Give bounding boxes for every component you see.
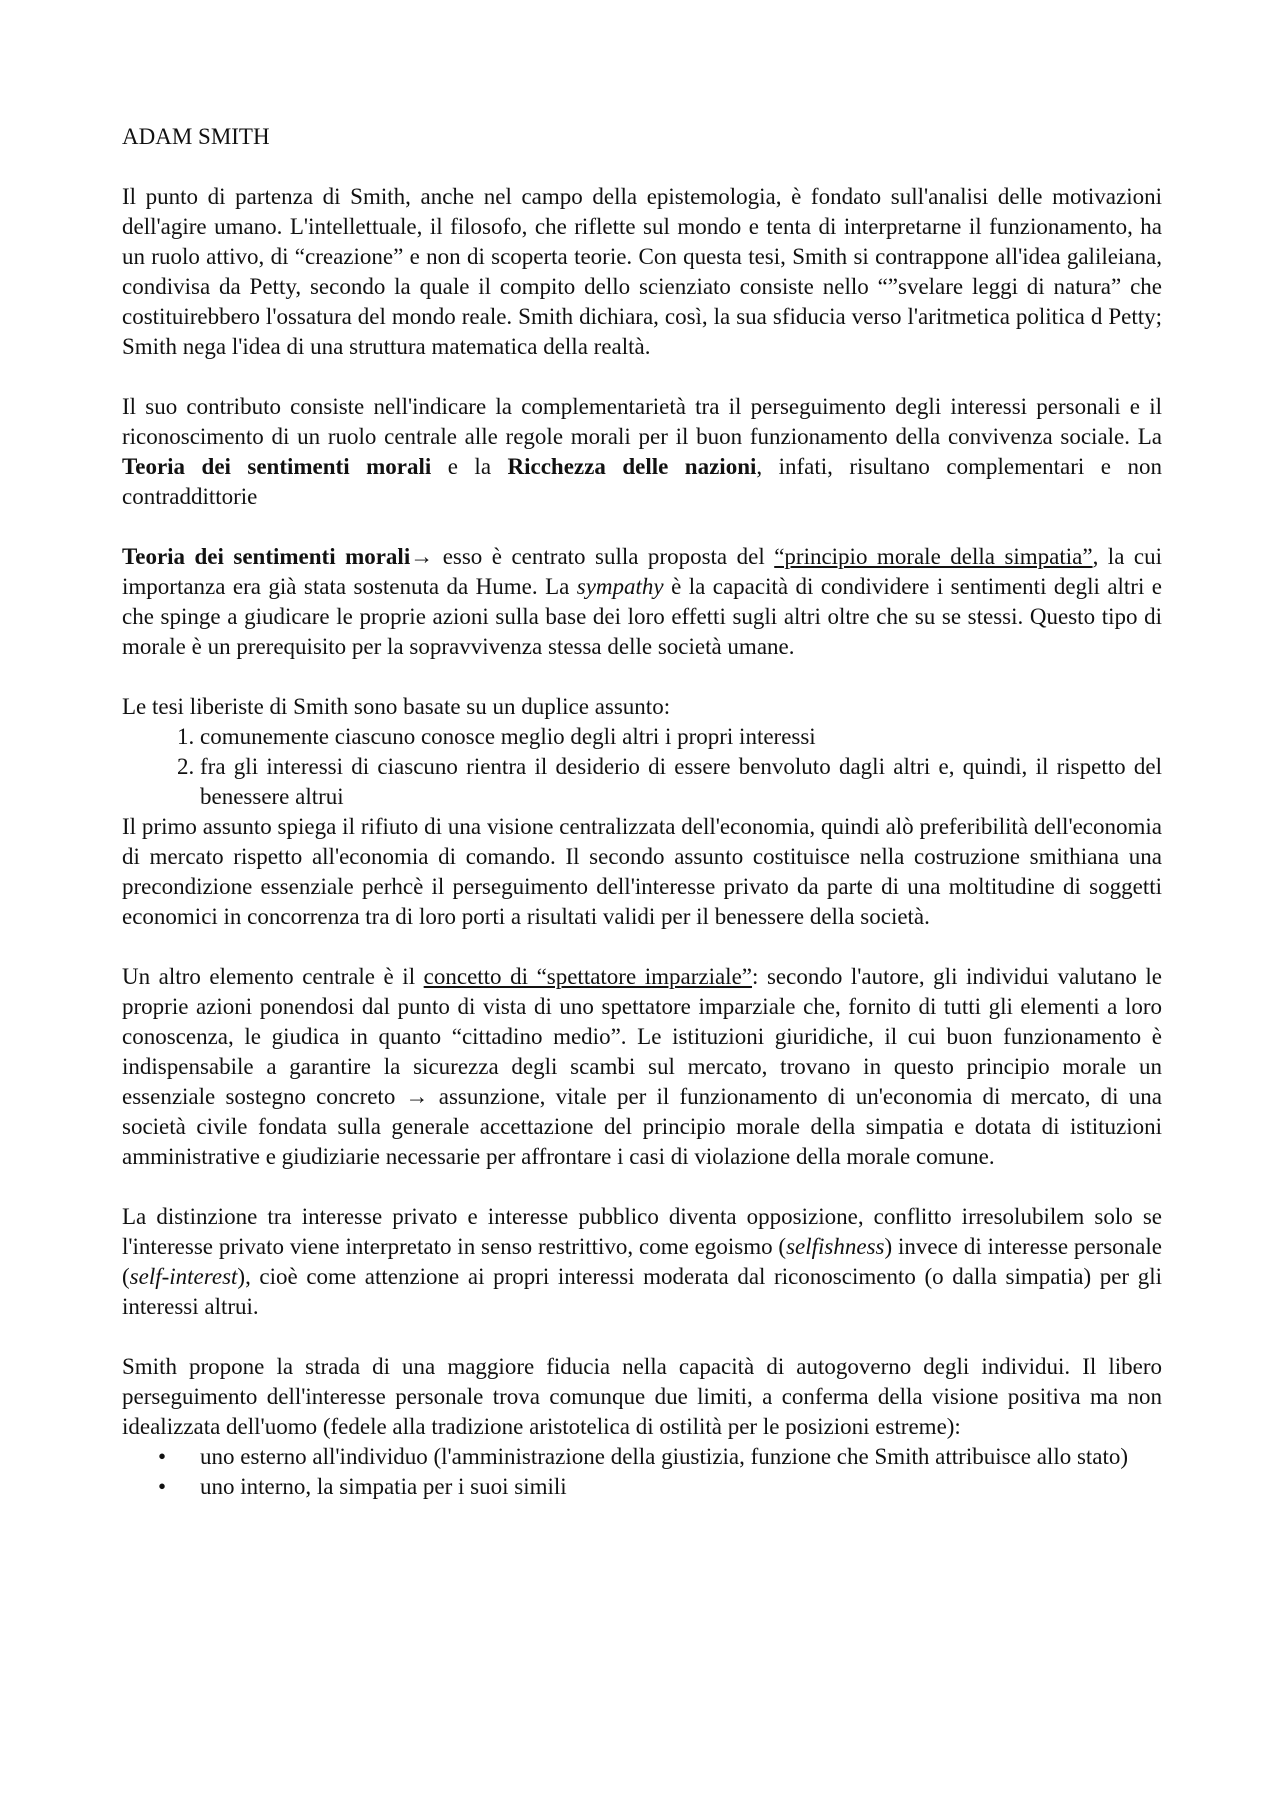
paragraph-spettatore-imparziale (122, 962, 1162, 1172)
bold-heading-teoria: Teoria dei sentimenti morali (122, 544, 411, 569)
text-span: e la (431, 454, 508, 479)
paragraph-interesse-privato (122, 1202, 1162, 1322)
paragraph-teoria-sentimenti (122, 542, 1162, 662)
text-span: La distinzione tra interesse privato e interesse pubblico diventa opposizione, conflitto irresolubilem solo se l'interesse privato viene interpretato in senso restrittivo, come egoismo ( (122, 1204, 1162, 1259)
paragraph-epistemologia: Il punto di partenza di Smith, anche nel campo della epistemologia, è fondato sull'analisi delle motivazioni dell'agire umano. L'intellettuale, il filosofo, che riflette sul mondo e tenta di interpretarne il funzionamento, ha un ruolo attivo, di “creazione” e non di scoperta teorie. Con questa tesi, Smith si contrappone all'idea galileiana, condivisa da Petty, secondo la quale il compito dello scienziato consiste nello “”svelare leggi di natura” che costituirebbero l'ossatura del mondo reale. Smith dichiara, così, la sua sfiducia verso l'aritmetica politica d Petty; Smith nega l'idea di una struttura matematica della realtà. (122, 184, 1162, 359)
text-span: ), cioè come attenzione ai propri interessi moderata dal riconoscimento (o dalla simpatia) per gli interessi altrui. (122, 1264, 1162, 1319)
bold-teoria-sentimenti: Teoria dei sentimenti morali (122, 454, 432, 479)
text-span: Un altro elemento centrale è il (122, 964, 424, 989)
underlined-principio-simpatia: “principio morale della simpatia” (774, 544, 1093, 569)
italic-selfishness: selfishness (786, 1234, 885, 1259)
list-item: 2. fra gli interessi di ciascuno rientra il desiderio di essere benvoluto dagli altri e, quindi, il rispetto del benessere altrui (200, 752, 1162, 812)
bullet-list-limiti (122, 1442, 1162, 1502)
text-span: Il suo contributo consiste nell'indicare la complementarietà tra il perseguimento degli interessi personali e il riconoscimento di un ruolo centrale alle regole morali per il buon funzionamento della convivenza sociale. La (122, 394, 1162, 449)
paragraph-tesi-liberiste: Le tesi liberiste di Smith sono basate su un duplice assunto: (122, 694, 671, 719)
bullet-icon: • (158, 1444, 167, 1469)
text-span: : secondo l'autore, gli individui valutano le proprie azioni ponendosi dal punto di vista di uno spettatore imparziale che, fornito di tutti gli elementi a loro conoscenza, le giudica in quanto “cittadino medio”. Le istituzioni giuridiche, il cui buon funzionamento è indispensabile a garantire la sicurezza degli scambi sul mercato, trovano in questo principio morale un essenziale sostegno concreto → assunzione, vitale per il funzionamento di un'economia di mercato, di una società civile fondata sulla generale accettazione del principio morale della simpatia e dotata di istituzioni amministrative e giudiziarie necessarie per affrontare i casi di violazione della morale comune. (122, 964, 1162, 1169)
text-span: , la cui importanza era già stata sostenuta da Hume. La (122, 544, 1162, 599)
list-item (158, 1442, 1162, 1472)
text-span: ) invece di interesse personale ( (122, 1234, 1162, 1289)
italic-sympathy: sympathy (576, 574, 664, 599)
underlined-spettatore-imparziale: concetto di “spettatore imparziale” (423, 964, 752, 989)
list-item (158, 1472, 1162, 1502)
list-item-text: uno interno, la simpatia per i suoi simili (200, 1474, 567, 1499)
document-page (122, 122, 1162, 1502)
list-item: 1. comunemente ciascuno conosce meglio degli altri i propri interessi (200, 722, 1162, 752)
bold-ricchezza-nazioni: Ricchezza delle nazioni (507, 454, 757, 479)
text-span: → esso è centrato sulla proposta del (410, 544, 775, 569)
bullet-icon: • (158, 1474, 167, 1499)
paragraph-autogoverno: Smith propone la strada di una maggiore fiducia nella capacità di autogoverno degli individui. Il libero perseguimento dell'interesse personale trova comunque due limiti, a conferma della visione positiva ma non idealizzata dell'uomo (fedele alla tradizione aristotelica di ostilità per le posizioni estreme): (122, 1354, 1162, 1439)
paragraph-contributo (122, 392, 1162, 512)
text-span: è la capacità di condividere i sentimenti degli altri e che spinge a giudicare le proprie azioni sulla base dei loro effetti sugli altri oltre che su se stessi. Questo tipo di morale è un prerequisito per la sopravvivenza stessa delle società umane. (122, 574, 1162, 659)
list-item-text: uno esterno all'individuo (l'amministrazione della giustizia, funzione che Smith attribuisce allo stato) (200, 1444, 1129, 1469)
italic-self-interest: self-interest (129, 1264, 238, 1289)
text-span: , infati, risultano complementari e non contraddittorie (122, 454, 1162, 509)
document-title: ADAM SMITH (122, 124, 270, 149)
paragraph-primo-assunto: Il primo assunto spiega il rifiuto di una visione centralizzata dell'economia, quindi alò preferibilità dell'economia di mercato rispetto all'economia di comando. Il secondo assunto costituisce nella costruzione smithiana una precondizione essenziale perhcè il perseguimento dell'interesse privato da parte di una moltitudine di soggetti economici in concorrenza tra di loro porti a risultati validi per il benessere della società. (122, 814, 1162, 929)
numbered-list-assunti (122, 722, 1162, 812)
